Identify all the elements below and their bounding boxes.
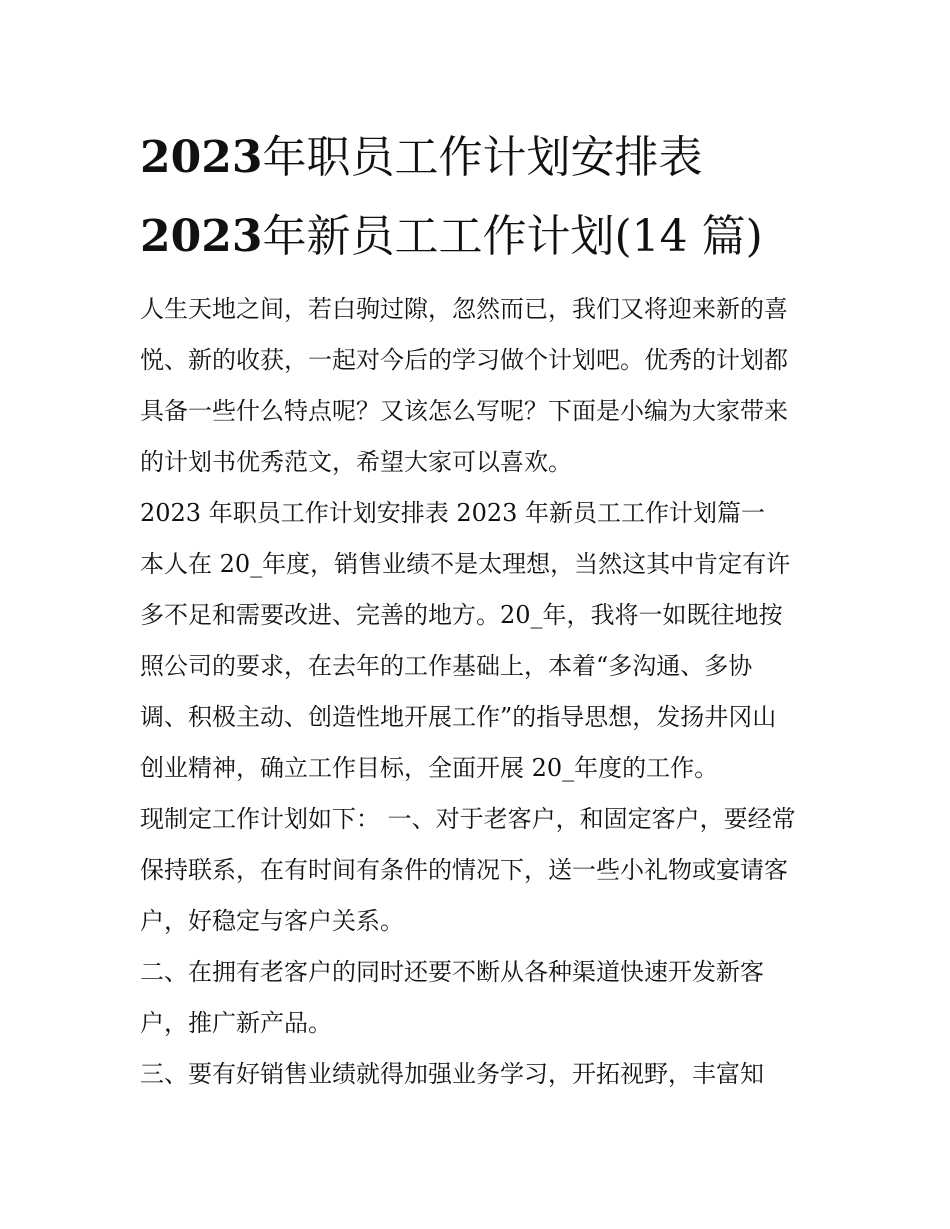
body-line: 本人在 20_年度，销售业绩不是太理想，当然这其中肯定有许 [140, 550, 791, 578]
body-line: 的计划书优秀范文，希望大家可以喜欢。 [140, 448, 572, 476]
title-year-2: 2023 [140, 211, 263, 262]
title-text-2: 年新员工工作计划(14 篇) [262, 211, 763, 262]
body-line: 人生天地之间，若白驹过隙，忽然而已，我们又将迎来新的喜 [140, 295, 788, 323]
section-heading: 2023 年职员工作计划安排表 2023 年新员工工作计划篇一 [140, 499, 766, 527]
body-line: 照公司的要求，在去年的工作基础上，本着“多沟通、多协 [140, 652, 753, 680]
title-line-1 [140, 118, 840, 197]
body-line: 创业精神，确立工作目标，全面开展 20_年度的工作。 [140, 754, 719, 782]
body-line: 户，好稳定与客户关系。 [140, 907, 404, 935]
document-title [140, 118, 840, 276]
body-line: 调、积极主动、创造性地开展工作”的指导思想，发扬井冈山 [140, 703, 777, 731]
body-line: 悦、新的收获，一起对今后的学习做个计划吧。优秀的计划都 [140, 346, 788, 374]
title-year-1: 2023 [140, 132, 263, 183]
body-line: 具备一些什么特点呢？又该怎么写呢？下面是小编为大家带来 [140, 397, 788, 425]
title-text-1: 年职员工作计划安排表 [262, 132, 703, 183]
title-line-2 [140, 197, 840, 276]
body-line: 保持联系，在有时间有条件的情况下，送一些小礼物或宴请客 [140, 856, 788, 884]
document-body [140, 284, 840, 1100]
document-page [140, 118, 840, 1100]
body-line: 现制定工作计划如下： 一、对于老客户，和固定客户，要经常 [140, 805, 796, 833]
body-line: 三、要有好销售业绩就得加强业务学习，开拓视野，丰富知 [140, 1060, 764, 1088]
body-line: 多不足和需要改进、完善的地方。20_年，我将一如既往地按 [140, 601, 783, 629]
body-line: 户，推广新产品。 [140, 1009, 332, 1037]
body-line: 二、在拥有老客户的同时还要不断从各种渠道快速开发新客 [140, 958, 764, 986]
